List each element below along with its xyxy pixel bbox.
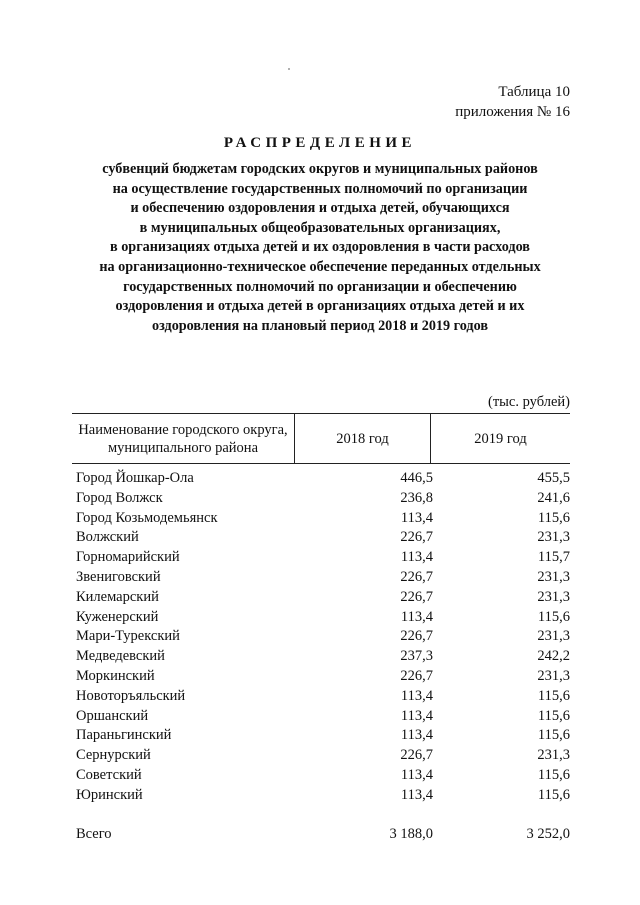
district-name-cell: Город Волжск xyxy=(76,489,163,506)
value-2019-cell: 231,3 xyxy=(537,747,570,764)
value-2019-cell: 115,6 xyxy=(537,608,570,625)
value-2018-cell: 113,4 xyxy=(400,786,433,803)
value-2019-cell: 115,6 xyxy=(537,687,570,704)
value-2018-cell: 113,4 xyxy=(400,509,433,526)
value-2018-cell: 226,7 xyxy=(400,628,433,645)
total-2019: 3 252,0 xyxy=(526,825,570,842)
table-row xyxy=(72,608,570,628)
district-name-cell: Килемарский xyxy=(76,588,159,605)
subtitle-line: государственных полномочий по организации и обеспечению xyxy=(123,278,517,295)
value-2019-cell: 115,6 xyxy=(537,786,570,803)
scan-speck xyxy=(288,68,290,70)
district-name-cell: Сернурский xyxy=(76,747,151,764)
total-label: Всего xyxy=(76,825,112,842)
value-2018-cell: 113,4 xyxy=(400,608,433,625)
table-row xyxy=(72,627,570,647)
value-2018-cell: 113,4 xyxy=(400,687,433,704)
value-2018-cell: 226,7 xyxy=(400,667,433,684)
table-row xyxy=(72,786,570,806)
value-2019-cell: 115,6 xyxy=(537,509,570,526)
table-row xyxy=(72,726,570,746)
value-2018-cell: 226,7 xyxy=(400,588,433,605)
district-name-cell: Куженерский xyxy=(76,608,159,625)
district-name-cell: Город Козьмодемьянск xyxy=(76,509,218,526)
table-body xyxy=(72,469,570,806)
value-2019-cell: 241,6 xyxy=(537,489,570,506)
district-name-cell: Оршанский xyxy=(76,707,149,724)
table-row xyxy=(72,647,570,667)
table-row xyxy=(72,548,570,568)
value-2019-cell: 231,3 xyxy=(537,568,570,585)
column-header-name: Наименование городского округа, муниципального района xyxy=(72,414,295,463)
table-row xyxy=(72,588,570,608)
subtitle-line: оздоровления на плановый период 2018 и 2019 годов xyxy=(151,317,489,334)
appendix-label: приложения № 16 xyxy=(455,104,570,120)
value-2019-cell: 115,6 xyxy=(537,707,570,724)
subtitle-line: в организациях отдыха детей и их оздоровления в части расходов xyxy=(110,239,530,256)
value-2018-cell: 113,4 xyxy=(400,707,433,724)
table-row xyxy=(72,667,570,687)
district-name-cell: Юринский xyxy=(76,786,143,803)
district-name-cell: Волжский xyxy=(76,529,139,546)
subtitle-line: оздоровления и отдыха детей в организациях отдыха детей и их xyxy=(115,298,525,315)
subtitle-line: на организационно-техническое обеспечение переданных отдельных xyxy=(99,258,541,275)
district-name-cell: Моркинский xyxy=(76,667,155,684)
district-name-cell: Звениговский xyxy=(76,568,161,585)
table-row xyxy=(72,509,570,529)
value-2019-cell: 115,7 xyxy=(537,549,570,566)
subtitle-line: на осуществление государственных полномочий по организации xyxy=(112,180,528,197)
district-name-cell: Медведевский xyxy=(76,648,165,665)
document-title: РАСПРЕДЕЛЕНИЕ xyxy=(223,135,417,151)
table-row xyxy=(72,766,570,786)
table-number-block xyxy=(455,82,570,122)
distribution-table xyxy=(72,413,570,844)
value-2019-cell: 231,3 xyxy=(537,529,570,546)
document-subtitle xyxy=(70,160,570,336)
subtitle-line: в муниципальных общеобразовательных организациях, xyxy=(139,219,501,236)
table-row xyxy=(72,707,570,727)
value-2018-cell: 237,3 xyxy=(400,648,433,665)
value-2018-cell: 236,8 xyxy=(400,489,433,506)
units-label: (тыс. рублей) xyxy=(488,394,570,410)
value-2019-cell: 231,3 xyxy=(537,667,570,684)
total-2018: 3 188,0 xyxy=(389,825,433,842)
district-name-cell: Параньгинский xyxy=(76,727,172,744)
value-2018-cell: 446,5 xyxy=(400,470,433,486)
column-header-2019: 2019 год xyxy=(474,430,527,447)
table-total-row xyxy=(72,825,570,845)
table-row xyxy=(72,489,570,509)
district-name-cell: Город Йошкар-Ола xyxy=(76,470,194,486)
value-2019-cell: 115,6 xyxy=(537,766,570,783)
value-2018-cell: 113,4 xyxy=(400,766,433,783)
table-row xyxy=(72,469,570,489)
value-2018-cell: 113,4 xyxy=(400,549,433,566)
district-name-cell: Советский xyxy=(76,766,142,783)
value-2018-cell: 226,7 xyxy=(400,568,433,585)
table-header xyxy=(72,414,570,464)
value-2018-cell: 226,7 xyxy=(400,529,433,546)
value-2019-cell: 231,3 xyxy=(537,628,570,645)
district-name-cell: Горномарийский xyxy=(76,549,180,566)
table-row xyxy=(72,746,570,766)
column-header-2018: 2018 год xyxy=(295,414,431,463)
value-2018-cell: 226,7 xyxy=(400,747,433,764)
subtitle-line: субвенций бюджетам городских округов и муниципальных районов xyxy=(102,161,538,177)
value-2018-cell: 113,4 xyxy=(400,727,433,744)
district-name-cell: Новоторъяльский xyxy=(76,687,186,704)
table-label: Таблица 10 xyxy=(498,84,570,100)
district-name-cell: Мари-Турекский xyxy=(76,628,180,645)
value-2019-cell: 231,3 xyxy=(537,588,570,605)
table-row xyxy=(72,687,570,707)
value-2019-cell: 455,5 xyxy=(537,470,570,486)
value-2019-cell: 242,2 xyxy=(537,648,570,665)
table-row xyxy=(72,528,570,548)
value-2019-cell: 115,6 xyxy=(537,727,570,744)
subtitle-line: и обеспечению оздоровления и отдыха детей, обучающихся xyxy=(130,200,510,217)
table-row xyxy=(72,568,570,588)
